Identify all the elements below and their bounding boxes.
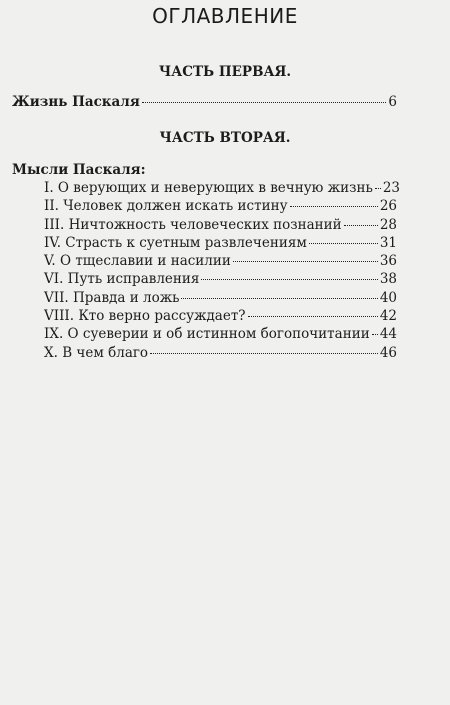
part-two-heading: ЧАСТЬ ВТОРАЯ.	[159, 130, 291, 146]
dot-leader	[290, 206, 378, 207]
chapter-page-number: 23	[382, 180, 401, 196]
chapter-entry-5	[44, 253, 397, 271]
toc-page-number: 6	[388, 94, 397, 110]
dot-leader	[181, 298, 377, 299]
chapter-entry-7	[44, 290, 397, 308]
dot-leader	[142, 102, 387, 103]
chapter-label: VI. Путь исправления	[44, 271, 200, 288]
chapter-label: II. Человек должен искать истину	[44, 198, 288, 215]
dot-leader	[233, 261, 378, 262]
dot-leader	[375, 188, 381, 189]
toc-entry-label: Жизнь Паскаля	[12, 94, 140, 110]
dot-leader	[309, 243, 378, 244]
chapter-entry-9	[44, 326, 397, 344]
chapter-page-number: 46	[379, 344, 397, 361]
chapter-entry-8	[44, 308, 397, 326]
dot-leader	[372, 334, 378, 335]
chapter-label: IX. О суеверии и об истинном богопочитании	[44, 326, 370, 343]
chapter-page-number: 44	[379, 326, 397, 343]
chapter-label: I. О верующих и неверующих в вечную жизнь	[44, 180, 373, 196]
chapter-page-number: 42	[379, 308, 397, 325]
dot-leader	[201, 279, 377, 280]
chapter-list	[44, 180, 401, 363]
chapter-entry-10	[44, 345, 397, 363]
chapter-page-number: 36	[379, 253, 397, 270]
page-title: ОГЛАВЛЕНИЕ	[152, 4, 298, 28]
part-one-heading: ЧАСТЬ ПЕРВАЯ.	[158, 64, 292, 80]
dot-leader	[344, 225, 378, 226]
chapter-entry-3	[44, 217, 397, 235]
chapter-page-number: 31	[379, 234, 397, 251]
dot-leader	[248, 316, 378, 317]
chapter-label: III. Ничтожность человеческих познаний	[44, 216, 342, 233]
chapter-page-number: 38	[379, 271, 397, 288]
chapter-label: VII. Правда и ложь	[44, 289, 180, 306]
chapter-label: IV. Страсть к суетным развлечениям	[44, 234, 307, 251]
chapter-label: X. В чем благо	[44, 344, 149, 361]
chapter-page-number: 40	[379, 289, 397, 306]
chapter-label: VIII. Кто верно рассуждает?	[44, 308, 246, 325]
section-title-thoughts: Мысли Паскаля:	[12, 162, 146, 178]
toc-entry-life-of-pascal	[12, 94, 397, 110]
chapter-entry-4	[44, 235, 397, 253]
chapter-entry-6	[44, 271, 397, 289]
dot-leader	[150, 353, 378, 354]
chapter-page-number: 28	[379, 216, 397, 233]
chapter-entry-2	[44, 198, 397, 216]
chapter-label: V. О тщеславии и насилии	[44, 253, 231, 270]
chapter-entry-1	[44, 180, 401, 198]
chapter-page-number: 26	[379, 198, 397, 215]
